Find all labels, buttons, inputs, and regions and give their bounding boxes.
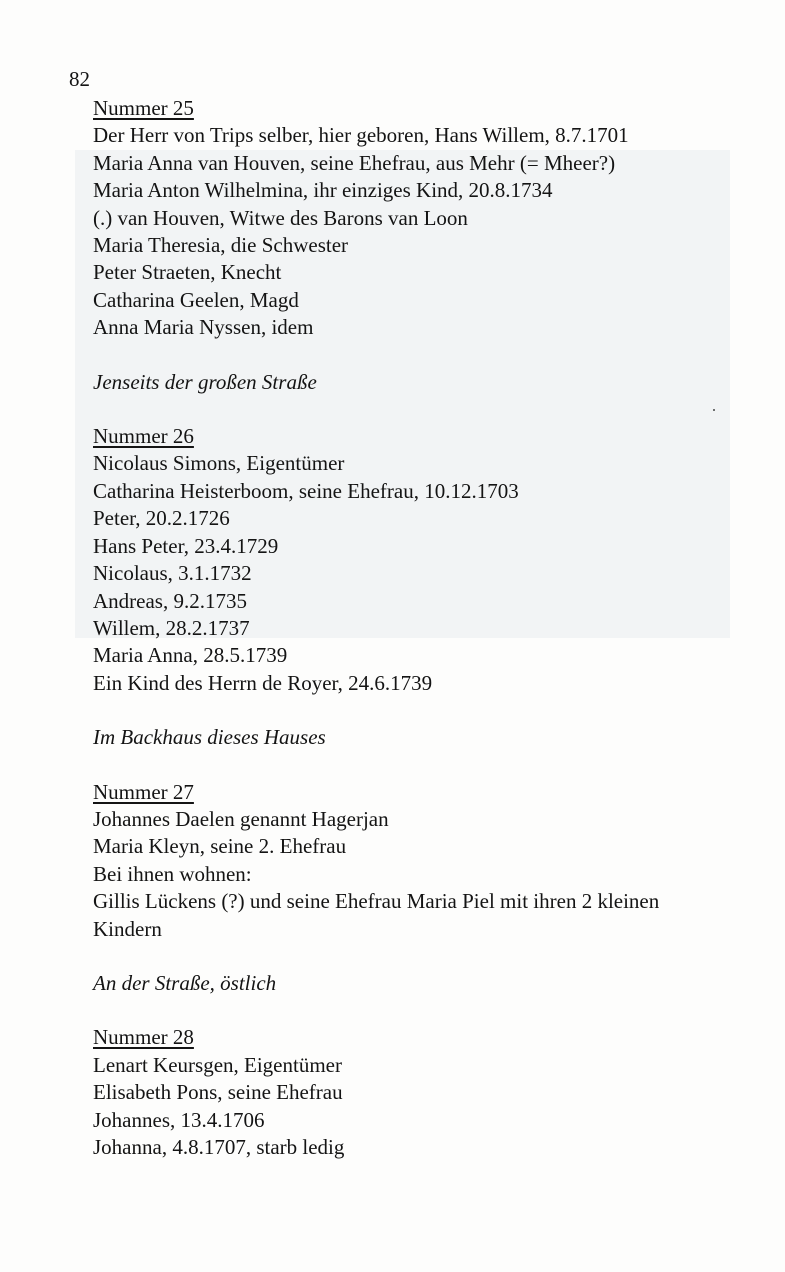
spacer (93, 997, 733, 1024)
spacer (93, 396, 733, 423)
spacer (93, 697, 733, 724)
entry-line: Johannes Daelen genannt Hagerjan (93, 806, 389, 831)
spacer (93, 342, 733, 369)
entry-line: Maria Anna, 28.5.1739 (93, 643, 288, 668)
entry-line: Maria Theresia, die Schwester (93, 233, 349, 258)
entry-line: Hans Peter, 23.4.1729 (93, 533, 279, 558)
entry-line: Johannes, 13.4.1706 (93, 1107, 265, 1132)
entry-line: Elisabeth Pons, seine Ehefrau (93, 1080, 343, 1105)
entry-line: Catharina Geelen, Magd (93, 287, 299, 312)
entry-line: Gillis Lückens (?) und seine Ehefrau Maria Piel mit ihren 2 kleinen Kindern (93, 889, 660, 941)
entry-line: Ein Kind des Herrn de Royer, 24.6.1739 (93, 670, 433, 695)
section-title: Jenseits der großen Straße (93, 369, 317, 394)
entry-line: Johanna, 4.8.1707, starb ledig (93, 1135, 345, 1159)
entry-line: Bei ihnen wohnen: (93, 861, 252, 886)
entry-line: Nicolaus Simons, Eigentümer (93, 451, 345, 476)
page-number: 82 (69, 67, 90, 91)
section-title: An der Straße, östlich (93, 970, 277, 995)
entry-heading-28: Nummer 28 (93, 1025, 194, 1050)
entry-line: Anna Maria Nyssen, idem (93, 315, 314, 340)
entry-line: Der Herr von Trips selber, hier geboren, Hans Willem, 8.7.1701 (93, 123, 629, 148)
entry-line: Peter Straeten, Knecht (93, 260, 282, 285)
entry-line: Maria Anton Wilhelmina, ihr einziges Kind, 20.8.1734 (93, 178, 553, 203)
entry-line: (.) van Houven, Witwe des Barons van Loon (93, 205, 468, 230)
entry-line: Maria Kleyn, seine 2. Ehefrau (93, 834, 347, 859)
spacer (93, 752, 733, 779)
entry-line: Nicolaus, 3.1.1732 (93, 561, 252, 586)
entry-line: Peter, 20.2.1726 (93, 506, 230, 531)
entry-line: Lenart Keursgen, Eigentümer (93, 1052, 342, 1077)
entry-heading-27: Nummer 27 (93, 779, 194, 804)
spacer (93, 943, 733, 970)
entry-line: Catharina Heisterboom, seine Ehefrau, 10.12.1703 (93, 478, 519, 503)
entry-heading-26: Nummer 26 (93, 424, 194, 449)
entry-line: Andreas, 9.2.1735 (93, 588, 247, 613)
entry-line: Willem, 28.2.1737 (93, 615, 250, 640)
entry-heading-25: Nummer 25 (93, 96, 194, 120)
register-text (93, 95, 733, 1161)
section-title: Im Backhaus dieses Hauses (93, 725, 326, 750)
entry-line: Maria Anna van Houven, seine Ehefrau, aus Mehr (= Mheer?) (93, 150, 616, 175)
